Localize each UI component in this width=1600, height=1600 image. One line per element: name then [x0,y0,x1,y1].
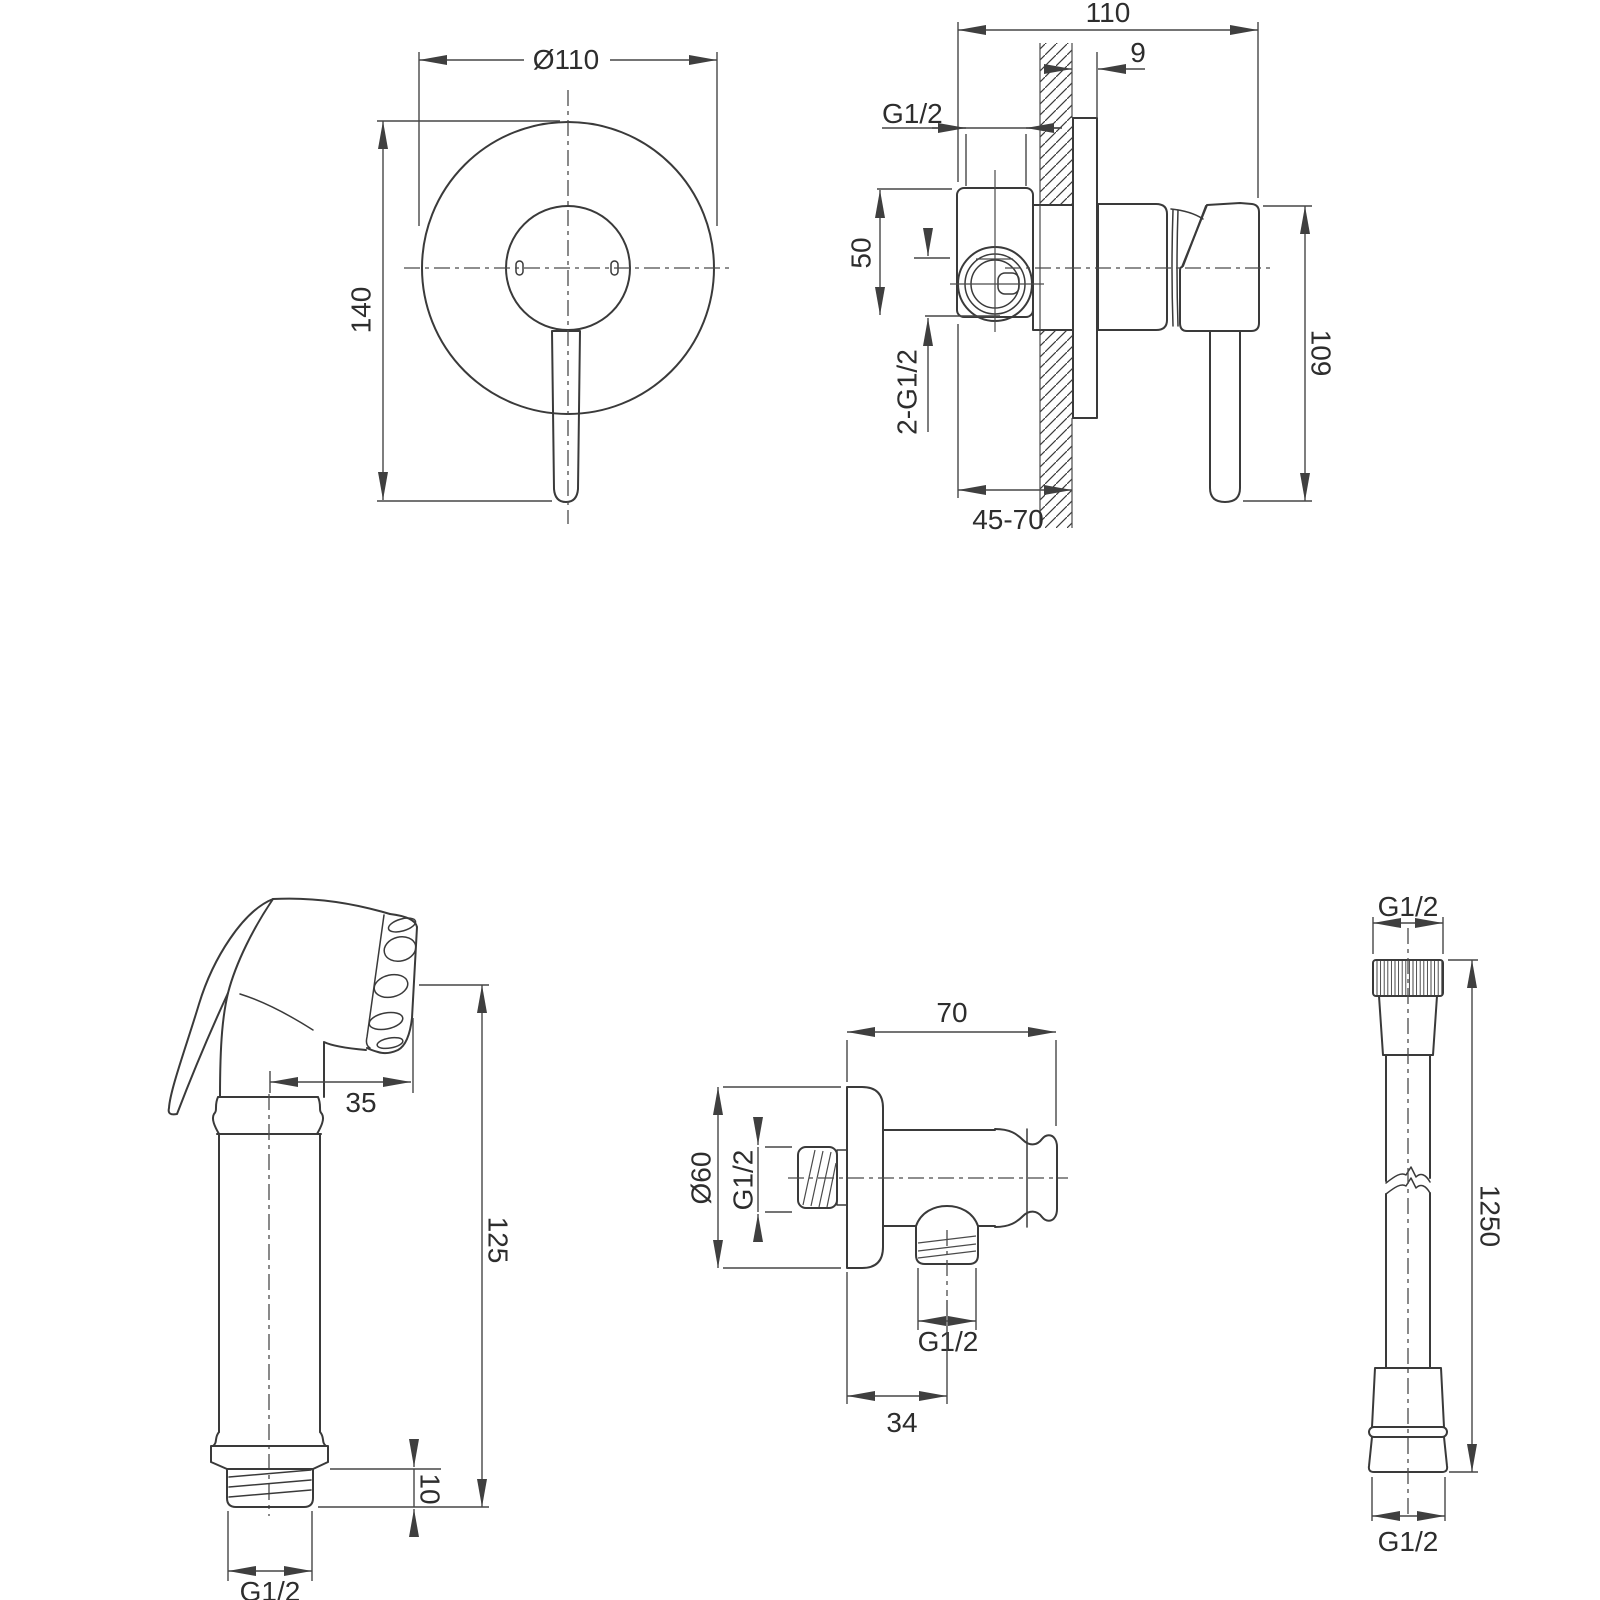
wall-hatch-lower [1040,330,1072,528]
dim-label-offset34: 34 [886,1407,918,1438]
thread-lines [229,1470,311,1497]
dim-label-depth: 45-70 [972,504,1044,535]
ext-body-height [318,985,489,1507]
spray-hole-1 [387,915,417,934]
handle-lever [552,331,580,502]
ext-offset [877,189,1000,316]
dim-label-offset: 50 [845,237,877,269]
dim-label-width: 110 [1085,0,1131,28]
lever-arc [1171,209,1203,219]
spray-hole-4 [368,1010,404,1032]
dim-label-hose-bottom: G1/2 [1377,1526,1439,1557]
ext-hose-length [1448,960,1478,1472]
dim-label-hose-top: G1/2 [1377,891,1439,922]
dim-label-diameter: Ø110 [532,44,600,75]
upper-collar [213,1097,323,1134]
ext-width [958,22,1258,198]
lever-rod [1210,331,1240,502]
outlet-dome [916,1206,978,1226]
dim-label-flange: Ø60 [685,1151,717,1205]
dim-label-inlet: G1/2 [727,1149,759,1211]
wall-hatch-upper [1040,43,1072,205]
ext-inlet [765,1147,792,1212]
lever-hub [1180,203,1259,331]
dim-label-top-port: G1/2 [882,98,943,129]
dim-label-depth70: 70 [936,997,968,1028]
view-mixer-front [346,44,735,524]
dim-label-handle-height: 109 [1305,329,1337,377]
view-hand-sprayer [169,899,514,1600]
ext-handle-height [1243,206,1312,501]
head-left-edge [220,899,273,1097]
cartridge-housing [1098,204,1167,330]
dim-label-body-height: 125 [482,1216,514,1264]
extension-lines [377,52,717,501]
dim-label-head-offset: 35 [345,1087,377,1118]
spray-hole-3 [372,971,410,1000]
spray-cap-inner [366,915,384,1048]
dim-label-thread-length: 10 [414,1473,446,1505]
ext-depth70 [847,1040,1056,1126]
dim-label-hose-length: 1250 [1474,1184,1506,1248]
thread-stub [227,1469,313,1507]
spray-hole-2 [382,933,419,964]
head-contour [240,994,313,1030]
view-mixer-side [846,0,1337,535]
ext-top-port [966,134,1026,186]
dim-label-ports: 2-G1/2 [891,349,923,435]
dim-label-outlet: G1/2 [917,1326,979,1357]
view-hose [1369,891,1506,1557]
dim-label-connection-thread: G1/2 [239,1576,301,1600]
dim-label-plate: 9 [1130,37,1146,68]
view-wall-elbow [686,997,1069,1438]
head-top [273,899,390,914]
dim-label-height: 140 [345,286,377,334]
